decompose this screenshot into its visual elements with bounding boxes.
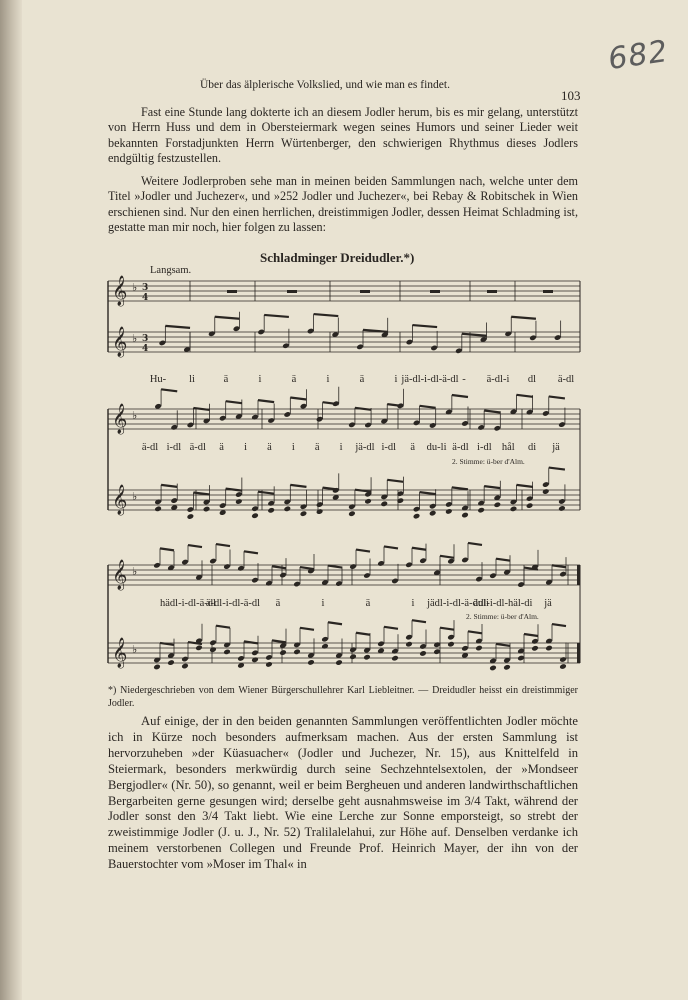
lyric-syllable: du-li xyxy=(426,442,447,453)
flat-sign: ♭ xyxy=(132,332,138,345)
note-beam xyxy=(524,634,538,636)
note-head xyxy=(284,506,292,513)
flat-sign: ♭ xyxy=(132,281,138,294)
note-beam xyxy=(549,396,565,398)
note-beam xyxy=(314,314,339,316)
note-head xyxy=(181,663,189,670)
note-head xyxy=(461,512,469,519)
note-beam xyxy=(258,400,274,402)
note-beam xyxy=(165,326,190,328)
note-beam xyxy=(328,566,342,568)
lyric-syllable: Hu- xyxy=(149,374,167,385)
note-beam xyxy=(468,631,482,633)
flat-sign: ♭ xyxy=(132,409,138,422)
note-head xyxy=(545,645,553,652)
note-head xyxy=(531,645,539,652)
final-barline xyxy=(577,643,580,663)
lyric-syllable: - xyxy=(462,374,466,385)
flat-sign: ♭ xyxy=(132,643,138,656)
paragraph-1: Fast eine Stunde lang dokterte ich an diesem Jodler herum, bis es mir gelang, unterstützt von Herrn Huss und dem in Obersteiermark wegen seines Humors und seiner Lieder weit bekannten Forstadjunkten Herrn Würtenberger, den schwierigen Rhythmus dieses Jodlers endgültig festzustellen. xyxy=(108,105,578,166)
lyric-syllable: ä xyxy=(275,598,281,609)
note-head xyxy=(489,665,497,672)
note-head xyxy=(348,510,356,517)
note-beam xyxy=(496,559,510,561)
note-beam xyxy=(420,406,436,408)
lyric-syllable: i xyxy=(321,598,325,609)
note-beam xyxy=(244,551,258,553)
note-head xyxy=(477,507,485,514)
lyric-syllable: i xyxy=(291,442,295,453)
note-head xyxy=(526,502,534,509)
note-beam xyxy=(356,633,370,635)
lyric-syllable: ä xyxy=(365,598,371,609)
whole-rest xyxy=(287,290,297,293)
note-beam xyxy=(363,330,388,332)
time-signature: 3 xyxy=(142,283,149,293)
treble-clef: 𝄞 xyxy=(112,276,128,306)
lyric-syllable: hädl-i-dl-ä-dl xyxy=(160,598,216,609)
second-voice-note: 2. Stimme: ü-ber d'Alm. xyxy=(466,612,539,621)
flat-sign: ♭ xyxy=(132,565,138,578)
note-head xyxy=(503,664,511,671)
time-signature: 3 xyxy=(142,334,149,344)
note-head xyxy=(335,659,343,666)
note-beam xyxy=(468,543,482,545)
lyrics xyxy=(142,374,574,621)
paragraph-3: Auf einige, der in den beiden genannten Sammlungen veröffentlichten Jodler möchte ich in Kürze noch besonders aufmerksam machen. Aus der ersten Sammlung ist hervorzuheben »der Küasuacher« (Jodler und Juchezer, Nr. 15), aus Knittelfeld in Steiermark, besonders merkwürdig durch seine Sechzehntelsextolen, der »Mondseer Bergjodler« (Nr. 50), so genannt, weil er beim Bergheuen und anderen landwirthschaftlichen Bergarbeiten gerne gesungen wird; derselbe geht ausnahmsweise im 3/4 Takt, während der Jodler sonst den 3/4 Takt liebt. Wie eine Lerche zur Sonne emporsteigt, so strebt der zweistimmige Jodler (J. u. J., Nr. 52) Tralilalelahui, zur Höhe auf. Denselben verdanke ich meinem verstorbenen Collegen und Freunde Prof. Heinrich Mayer, der ihn von der Bauerstochter vom »Moser im Thal« in xyxy=(108,714,578,872)
note-head xyxy=(542,488,550,495)
note-beam xyxy=(161,389,177,391)
note-head xyxy=(223,649,231,656)
final-barline xyxy=(577,565,580,585)
note-beam xyxy=(272,566,286,568)
note-head xyxy=(429,510,437,517)
note-beam xyxy=(258,492,274,494)
lyric-syllable: ä xyxy=(223,374,229,385)
running-header: Über das älplerische Volkslied, und wie man es findet. xyxy=(200,79,450,91)
footnote: *) Niedergeschrieben von dem Wiener Bürgerschullehrer Karl Liebleitner. — Dreidudler heisst ein dreistimmiger Jodler. xyxy=(108,685,578,709)
note-head xyxy=(209,646,217,653)
note-head xyxy=(447,641,455,648)
whole-rest xyxy=(487,290,497,293)
second-voice-note: 2. Stimme: ü-ber d'Alm. xyxy=(452,457,525,466)
note-beam xyxy=(484,410,500,412)
note-head xyxy=(265,661,273,668)
note-beam xyxy=(516,485,532,487)
lyric-syllable: i xyxy=(326,374,330,385)
lyric-syllable: ä-dl xyxy=(141,442,159,453)
note-head xyxy=(300,510,308,517)
lyric-syllable: li xyxy=(189,374,195,385)
whole-rest xyxy=(360,290,370,293)
note-beam xyxy=(226,401,242,403)
lyric-syllable: i-dl xyxy=(166,442,182,453)
treble-clef: 𝄞 xyxy=(112,560,128,590)
note-head xyxy=(153,664,161,671)
paragraph-2: Weitere Jodlerproben sehe man in meinen beiden Sammlungen nach, welche unter dem Titel »Jodler und Juchezer«, und »252 Jodler und Juchezer«, bei Rebay & Robitschek in Wien erschienen sind. Nur den einen herrlichen, dreistimmigen Jodler, dessen Heimat Schladming ist, gestatte man mir noch, hier folgen zu lassen: xyxy=(108,174,578,235)
note-beam xyxy=(161,485,177,487)
note-head xyxy=(167,659,175,666)
note-head xyxy=(558,505,566,512)
note-head xyxy=(195,645,203,652)
note-head xyxy=(364,498,372,505)
note-beam xyxy=(496,644,510,646)
lyric-syllable: ä xyxy=(359,374,365,385)
note-head xyxy=(316,508,324,515)
note-beam xyxy=(216,544,230,546)
note-head xyxy=(445,508,453,515)
note-head xyxy=(279,649,287,656)
note-beam xyxy=(160,548,174,550)
note-head xyxy=(494,501,502,508)
note-head xyxy=(349,653,357,660)
handwritten-page-number: 682 xyxy=(607,33,669,78)
note-beam xyxy=(264,315,289,317)
whole-rest xyxy=(543,290,553,293)
treble-clef: 𝄞 xyxy=(112,327,128,357)
lyric-syllable: jä xyxy=(544,598,552,609)
note-beam xyxy=(420,492,436,494)
note-beam xyxy=(356,550,370,552)
lyric-syllable: ä-dl-i-dl-ä-dl xyxy=(205,598,261,609)
note-head xyxy=(307,659,315,666)
lyric-syllable: jädl-i-dl-ä-duli xyxy=(427,598,489,609)
note-head xyxy=(235,498,243,505)
note-beam xyxy=(549,468,565,470)
lyric-syllable: ä xyxy=(219,442,224,453)
note-beam xyxy=(412,548,426,550)
note-beam xyxy=(440,556,454,558)
note-beam xyxy=(412,620,426,622)
note-head xyxy=(187,513,195,520)
lyric-syllable: jä xyxy=(552,442,560,453)
note-beam xyxy=(290,485,306,487)
lyric-syllable: ä xyxy=(291,374,297,385)
note-head xyxy=(380,501,388,508)
note-head xyxy=(363,654,371,661)
note-beam xyxy=(384,546,398,548)
lyric-syllable: jä-dl-i-dl-ä-dl xyxy=(401,374,459,385)
note-beam xyxy=(290,397,306,399)
note-beam xyxy=(215,317,240,319)
song-title: Schladminger Dreidudler.*) xyxy=(260,250,415,265)
note-beam xyxy=(484,486,500,488)
lyric-syllable: ä-dl-i xyxy=(486,374,510,385)
lyric-syllable: i xyxy=(244,442,247,453)
note-beam xyxy=(328,622,342,624)
note-beam xyxy=(511,317,536,319)
lyric-syllable: i xyxy=(339,442,343,453)
note-beam xyxy=(412,325,437,327)
treble-clef: 𝄞 xyxy=(112,485,128,515)
lyric-syllable: i xyxy=(394,374,398,385)
note-head xyxy=(321,643,329,650)
lyric-syllable: ä xyxy=(410,442,416,453)
note-head xyxy=(203,506,211,513)
whole-rest xyxy=(227,290,237,293)
note-head xyxy=(251,657,259,664)
lyric-syllable: i-dl xyxy=(477,442,492,453)
lyric-syllable: i xyxy=(258,374,262,385)
note-beam xyxy=(188,545,202,547)
lyric-syllable: ä xyxy=(267,442,272,453)
time-signature: 4 xyxy=(142,293,149,303)
lyric-syllable: di xyxy=(528,442,537,453)
note-head xyxy=(510,506,518,513)
note-beam xyxy=(355,408,371,410)
note-beam xyxy=(552,565,566,567)
note-beam xyxy=(452,395,468,397)
flat-sign: ♭ xyxy=(132,490,138,503)
lyric-syllable: i xyxy=(411,598,415,609)
note-beam xyxy=(216,626,230,628)
note-beam xyxy=(516,395,532,397)
note-head xyxy=(154,506,162,513)
note-head xyxy=(251,512,259,519)
note-head xyxy=(405,641,413,648)
lyric-syllable: hål xyxy=(501,442,515,453)
note-beam xyxy=(384,627,398,629)
lyric-syllable: ä xyxy=(314,442,320,453)
lyric-syllable: dl xyxy=(527,374,537,385)
note-head xyxy=(419,650,427,657)
note-beam xyxy=(462,334,487,336)
note-beam xyxy=(452,487,468,489)
note-head xyxy=(293,649,301,656)
note-beam xyxy=(552,624,566,626)
lyric-syllable: jä-dl xyxy=(355,442,375,453)
tempo-marking: Langsam. xyxy=(150,265,192,276)
whole-rest xyxy=(430,290,440,293)
note-head xyxy=(475,645,483,652)
note-head xyxy=(559,663,567,670)
note-beam xyxy=(272,640,286,642)
lyric-syllable: ä-dl xyxy=(452,442,469,453)
lyric-syllable: i-dl xyxy=(381,442,397,453)
note-head xyxy=(413,513,421,520)
treble-clef: 𝄞 xyxy=(112,404,128,434)
note-beam xyxy=(387,480,403,482)
note-beam xyxy=(440,628,454,630)
lyric-syllable: ädl-i-dl-häl-di xyxy=(473,598,533,609)
page-number: 103 xyxy=(561,88,581,103)
time-signature: 4 xyxy=(142,344,149,354)
lyric-syllable: ä-dl xyxy=(557,374,575,385)
note-head xyxy=(267,507,275,514)
note-beam xyxy=(300,628,314,630)
treble-clef: 𝄞 xyxy=(112,638,128,668)
note-head xyxy=(391,655,399,662)
lyric-syllable: ä-dl xyxy=(189,442,206,453)
